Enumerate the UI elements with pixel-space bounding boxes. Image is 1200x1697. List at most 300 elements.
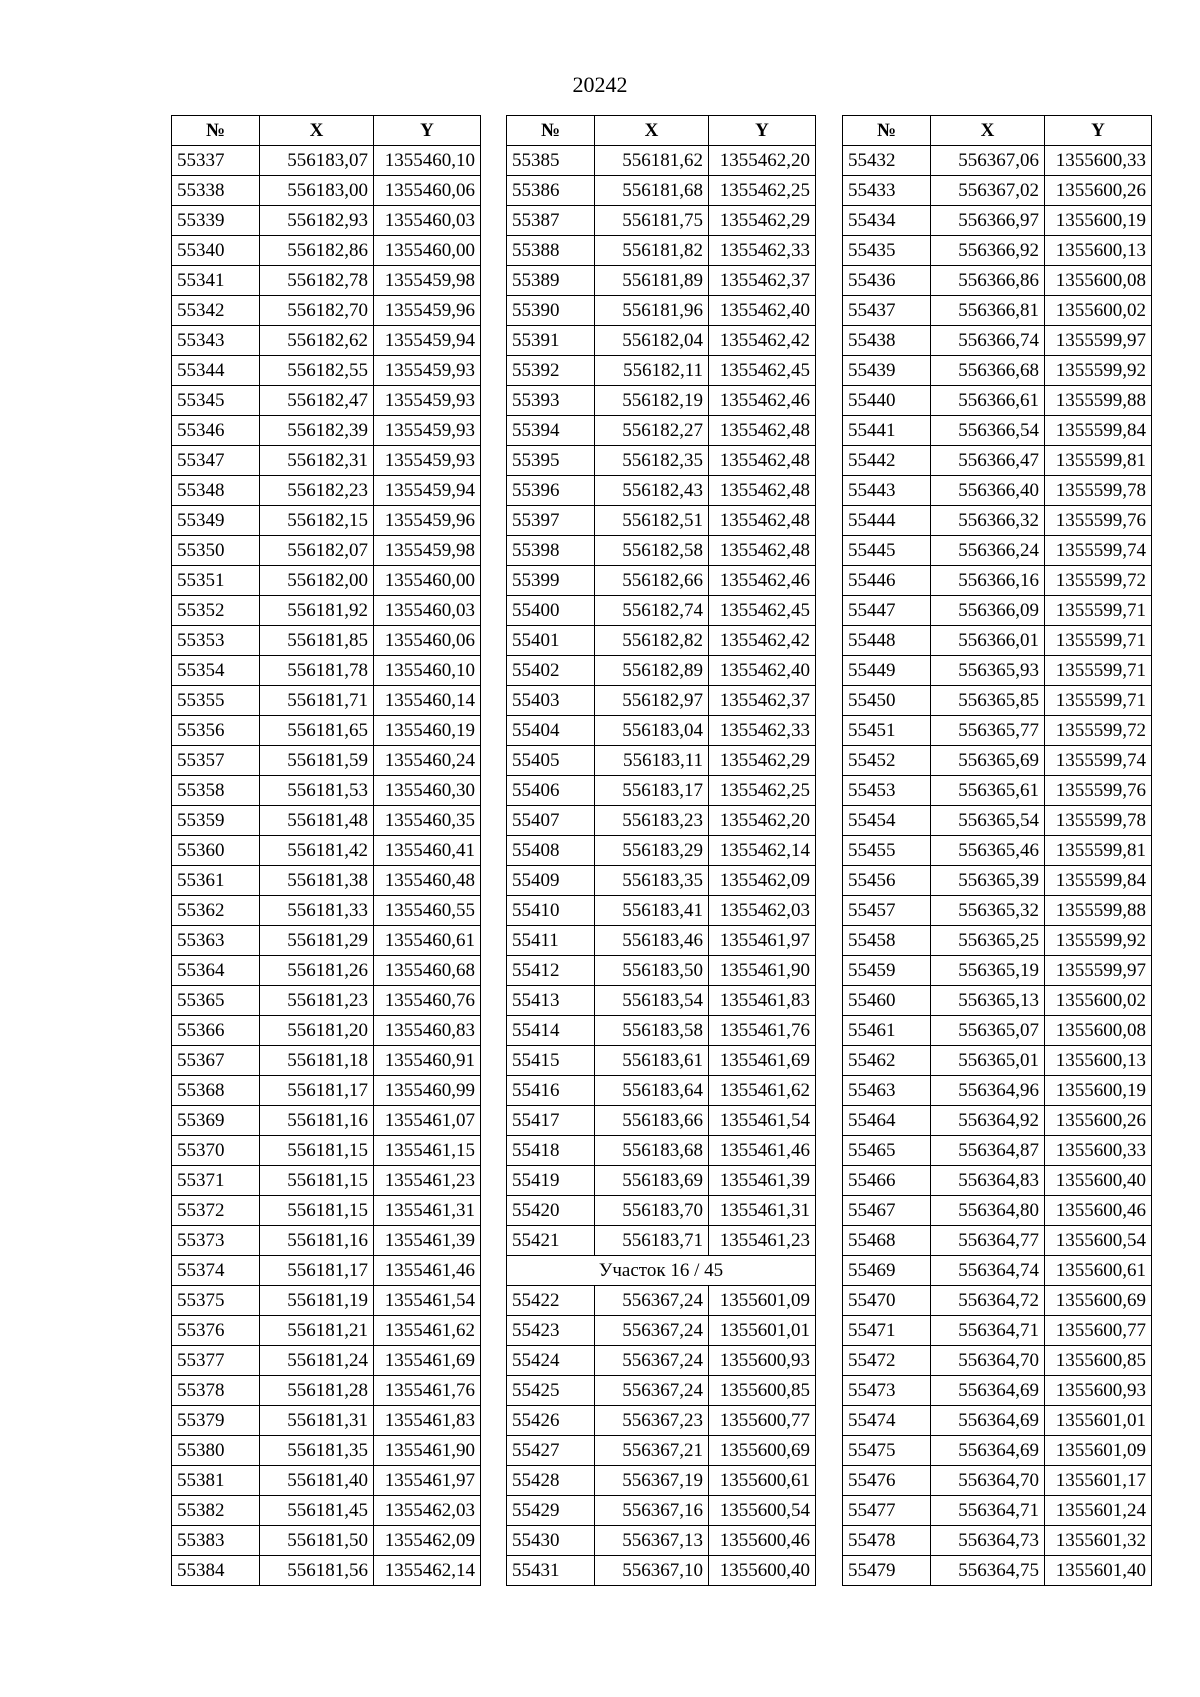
y-coordinate-cell: 1355461,69 [374, 1346, 481, 1376]
y-coordinate-cell: 1355600,69 [709, 1436, 816, 1466]
table-row [507, 326, 816, 356]
table-row [172, 1556, 481, 1586]
x-coordinate-cell: 556181,68 [595, 176, 709, 206]
table-row [843, 176, 1152, 206]
x-coordinate-cell: 556182,86 [260, 236, 374, 266]
table-row [507, 1166, 816, 1196]
table-row [843, 1046, 1152, 1076]
table-row [843, 356, 1152, 386]
y-coordinate-cell: 1355459,93 [374, 356, 481, 386]
point-number-cell: 55418 [507, 1136, 595, 1166]
table-row [843, 1166, 1152, 1196]
point-number-cell: 55379 [172, 1406, 260, 1436]
y-coordinate-cell: 1355460,03 [374, 206, 481, 236]
table-row [843, 1496, 1152, 1526]
table-row [172, 1256, 481, 1286]
y-coordinate-cell: 1355460,35 [374, 806, 481, 836]
y-coordinate-cell: 1355600,54 [1045, 1226, 1152, 1256]
table-row [843, 596, 1152, 626]
point-number-cell: 55383 [172, 1526, 260, 1556]
x-coordinate-cell: 556365,77 [931, 716, 1045, 746]
table-row [172, 866, 481, 896]
header-number: № [843, 116, 931, 146]
table-row [172, 806, 481, 836]
y-coordinate-cell: 1355600,40 [709, 1556, 816, 1586]
y-coordinate-cell: 1355599,74 [1045, 536, 1152, 566]
table-row [843, 896, 1152, 926]
point-number-cell: 55382 [172, 1496, 260, 1526]
y-coordinate-cell: 1355600,46 [1045, 1196, 1152, 1226]
x-coordinate-cell: 556367,10 [595, 1556, 709, 1586]
point-number-cell: 55443 [843, 476, 931, 506]
table-row [507, 416, 816, 446]
table-row [843, 956, 1152, 986]
table-row [172, 326, 481, 356]
y-coordinate-cell: 1355600,93 [1045, 1376, 1152, 1406]
point-number-cell: 55408 [507, 836, 595, 866]
x-coordinate-cell: 556181,75 [595, 206, 709, 236]
table-row [172, 1406, 481, 1436]
y-coordinate-cell: 1355600,02 [1045, 986, 1152, 1016]
x-coordinate-cell: 556367,19 [595, 1466, 709, 1496]
x-coordinate-cell: 556365,32 [931, 896, 1045, 926]
x-coordinate-cell: 556366,92 [931, 236, 1045, 266]
x-coordinate-cell: 556367,06 [931, 146, 1045, 176]
x-coordinate-cell: 556181,24 [260, 1346, 374, 1376]
y-coordinate-cell: 1355462,33 [709, 716, 816, 746]
table-row [507, 926, 816, 956]
page-number: 20242 [572, 72, 628, 97]
point-number-cell: 55478 [843, 1526, 931, 1556]
table-row [843, 236, 1152, 266]
x-coordinate-cell: 556183,41 [595, 896, 709, 926]
x-coordinate-cell: 556181,92 [260, 596, 374, 626]
y-coordinate-cell: 1355461,83 [709, 986, 816, 1016]
x-coordinate-cell: 556182,19 [595, 386, 709, 416]
point-number-cell: 55423 [507, 1316, 595, 1346]
table-row [843, 1556, 1152, 1586]
header-x: X [260, 116, 374, 146]
y-coordinate-cell: 1355462,14 [709, 836, 816, 866]
y-coordinate-cell: 1355460,24 [374, 746, 481, 776]
y-coordinate-cell: 1355459,96 [374, 506, 481, 536]
table-header-row [843, 116, 1152, 146]
table-row [843, 716, 1152, 746]
point-number-cell: 55373 [172, 1226, 260, 1256]
point-number-cell: 55359 [172, 806, 260, 836]
x-coordinate-cell: 556183,29 [595, 836, 709, 866]
y-coordinate-cell: 1355601,09 [1045, 1436, 1152, 1466]
table-row [507, 1196, 816, 1226]
table-row [172, 1106, 481, 1136]
y-coordinate-cell: 1355462,20 [709, 806, 816, 836]
point-number-cell: 55474 [843, 1406, 931, 1436]
y-coordinate-cell: 1355599,71 [1045, 686, 1152, 716]
table-row [843, 1526, 1152, 1556]
point-number-cell: 55405 [507, 746, 595, 776]
x-coordinate-cell: 556366,47 [931, 446, 1045, 476]
y-coordinate-cell: 1355462,25 [709, 176, 816, 206]
table-row [507, 866, 816, 896]
x-coordinate-cell: 556365,69 [931, 746, 1045, 776]
point-number-cell: 55451 [843, 716, 931, 746]
point-number-cell: 55452 [843, 746, 931, 776]
y-coordinate-cell: 1355600,13 [1045, 236, 1152, 266]
x-coordinate-cell: 556181,42 [260, 836, 374, 866]
x-coordinate-cell: 556364,69 [931, 1376, 1045, 1406]
table-row [172, 386, 481, 416]
point-number-cell: 55345 [172, 386, 260, 416]
y-coordinate-cell: 1355600,77 [1045, 1316, 1152, 1346]
table-row [172, 1076, 481, 1106]
point-number-cell: 55390 [507, 296, 595, 326]
point-number-cell: 55378 [172, 1376, 260, 1406]
table-row [172, 626, 481, 656]
table-row [507, 626, 816, 656]
point-number-cell: 55344 [172, 356, 260, 386]
y-coordinate-cell: 1355599,71 [1045, 596, 1152, 626]
point-number-cell: 55387 [507, 206, 595, 236]
point-number-cell: 55455 [843, 836, 931, 866]
y-coordinate-cell: 1355461,54 [374, 1286, 481, 1316]
y-coordinate-cell: 1355462,09 [709, 866, 816, 896]
table-row [172, 836, 481, 866]
x-coordinate-cell: 556181,19 [260, 1286, 374, 1316]
table-row [843, 206, 1152, 236]
table-row [172, 656, 481, 686]
y-coordinate-cell: 1355601,17 [1045, 1466, 1152, 1496]
point-number-cell: 55469 [843, 1256, 931, 1286]
x-coordinate-cell: 556181,23 [260, 986, 374, 1016]
x-coordinate-cell: 556182,89 [595, 656, 709, 686]
table-row [507, 1016, 816, 1046]
point-number-cell: 55349 [172, 506, 260, 536]
x-coordinate-cell: 556183,50 [595, 956, 709, 986]
point-number-cell: 55341 [172, 266, 260, 296]
point-number-cell: 55398 [507, 536, 595, 566]
table-row [507, 1526, 816, 1556]
point-number-cell: 55411 [507, 926, 595, 956]
table-row [172, 1166, 481, 1196]
table-row [507, 506, 816, 536]
y-coordinate-cell: 1355460,30 [374, 776, 481, 806]
y-coordinate-cell: 1355461,69 [709, 1046, 816, 1076]
y-coordinate-cell: 1355599,72 [1045, 566, 1152, 596]
x-coordinate-cell: 556364,96 [931, 1076, 1045, 1106]
y-coordinate-cell: 1355462,48 [709, 446, 816, 476]
point-number-cell: 55433 [843, 176, 931, 206]
y-coordinate-cell: 1355461,46 [709, 1136, 816, 1166]
section-label: Участок 16 / 45 [507, 1256, 816, 1286]
y-coordinate-cell: 1355461,90 [709, 956, 816, 986]
point-number-cell: 55346 [172, 416, 260, 446]
point-number-cell: 55389 [507, 266, 595, 296]
y-coordinate-cell: 1355460,99 [374, 1076, 481, 1106]
table-row [172, 266, 481, 296]
point-number-cell: 55440 [843, 386, 931, 416]
header-y: Y [374, 116, 481, 146]
point-number-cell: 55436 [843, 266, 931, 296]
table-row [843, 1196, 1152, 1226]
x-coordinate-cell: 556364,74 [931, 1256, 1045, 1286]
table-row [172, 416, 481, 446]
x-coordinate-cell: 556364,71 [931, 1316, 1045, 1346]
point-number-cell: 55470 [843, 1286, 931, 1316]
point-number-cell: 55462 [843, 1046, 931, 1076]
table-row [172, 1136, 481, 1166]
point-number-cell: 55357 [172, 746, 260, 776]
y-coordinate-cell: 1355462,03 [374, 1496, 481, 1526]
y-coordinate-cell: 1355599,92 [1045, 926, 1152, 956]
y-coordinate-cell: 1355462,40 [709, 656, 816, 686]
x-coordinate-cell: 556183,46 [595, 926, 709, 956]
point-number-cell: 55413 [507, 986, 595, 1016]
y-coordinate-cell: 1355600,85 [1045, 1346, 1152, 1376]
x-coordinate-cell: 556181,89 [595, 266, 709, 296]
x-coordinate-cell: 556365,46 [931, 836, 1045, 866]
x-coordinate-cell: 556182,82 [595, 626, 709, 656]
table-row [507, 176, 816, 206]
point-number-cell: 55338 [172, 176, 260, 206]
y-coordinate-cell: 1355601,40 [1045, 1556, 1152, 1586]
x-coordinate-cell: 556365,61 [931, 776, 1045, 806]
x-coordinate-cell: 556181,16 [260, 1226, 374, 1256]
table-row [507, 1046, 816, 1076]
table-row [507, 746, 816, 776]
x-coordinate-cell: 556181,59 [260, 746, 374, 776]
table-row [507, 716, 816, 746]
y-coordinate-cell: 1355461,31 [709, 1196, 816, 1226]
point-number-cell: 55444 [843, 506, 931, 536]
y-coordinate-cell: 1355600,93 [709, 1346, 816, 1376]
y-coordinate-cell: 1355599,71 [1045, 626, 1152, 656]
y-coordinate-cell: 1355600,40 [1045, 1166, 1152, 1196]
x-coordinate-cell: 556183,61 [595, 1046, 709, 1076]
y-coordinate-cell: 1355599,88 [1045, 386, 1152, 416]
table-row [172, 686, 481, 716]
table-row [843, 1016, 1152, 1046]
table-row [507, 446, 816, 476]
y-coordinate-cell: 1355599,84 [1045, 866, 1152, 896]
point-number-cell: 55456 [843, 866, 931, 896]
table-row [172, 596, 481, 626]
table-row [843, 146, 1152, 176]
point-number-cell: 55340 [172, 236, 260, 266]
x-coordinate-cell: 556183,07 [260, 146, 374, 176]
point-number-cell: 55366 [172, 1016, 260, 1046]
y-coordinate-cell: 1355600,08 [1045, 266, 1152, 296]
table-row [843, 1076, 1152, 1106]
x-coordinate-cell: 556182,47 [260, 386, 374, 416]
x-coordinate-cell: 556181,18 [260, 1046, 374, 1076]
x-coordinate-cell: 556183,35 [595, 866, 709, 896]
point-number-cell: 55465 [843, 1136, 931, 1166]
table-row [843, 1136, 1152, 1166]
y-coordinate-cell: 1355600,54 [709, 1496, 816, 1526]
y-coordinate-cell: 1355600,26 [1045, 1106, 1152, 1136]
point-number-cell: 55404 [507, 716, 595, 746]
y-coordinate-cell: 1355600,61 [709, 1466, 816, 1496]
x-coordinate-cell: 556182,74 [595, 596, 709, 626]
x-coordinate-cell: 556181,85 [260, 626, 374, 656]
x-coordinate-cell: 556366,01 [931, 626, 1045, 656]
table-row [843, 776, 1152, 806]
table-row [172, 716, 481, 746]
point-number-cell: 55371 [172, 1166, 260, 1196]
table-row [172, 776, 481, 806]
y-coordinate-cell: 1355461,39 [709, 1166, 816, 1196]
point-number-cell: 55372 [172, 1196, 260, 1226]
x-coordinate-cell: 556364,75 [931, 1556, 1045, 1586]
x-coordinate-cell: 556182,35 [595, 446, 709, 476]
table-row [507, 1136, 816, 1166]
x-coordinate-cell: 556181,16 [260, 1106, 374, 1136]
table-row [172, 1436, 481, 1466]
point-number-cell: 55427 [507, 1436, 595, 1466]
table-row [507, 1556, 816, 1586]
point-number-cell: 55409 [507, 866, 595, 896]
x-coordinate-cell: 556181,26 [260, 956, 374, 986]
point-number-cell: 55403 [507, 686, 595, 716]
x-coordinate-cell: 556182,11 [595, 356, 709, 386]
table-row [172, 1346, 481, 1376]
y-coordinate-cell: 1355460,68 [374, 956, 481, 986]
y-coordinate-cell: 1355460,41 [374, 836, 481, 866]
x-coordinate-cell: 556365,85 [931, 686, 1045, 716]
table-row [172, 1286, 481, 1316]
x-coordinate-cell: 556182,00 [260, 566, 374, 596]
y-coordinate-cell: 1355462,45 [709, 356, 816, 386]
table-row [172, 956, 481, 986]
y-coordinate-cell: 1355600,33 [1045, 1136, 1152, 1166]
y-coordinate-cell: 1355599,97 [1045, 326, 1152, 356]
table-row [507, 536, 816, 566]
point-number-cell: 55446 [843, 566, 931, 596]
y-coordinate-cell: 1355462,03 [709, 896, 816, 926]
table-row [843, 1106, 1152, 1136]
y-coordinate-cell: 1355462,29 [709, 746, 816, 776]
y-coordinate-cell: 1355462,45 [709, 596, 816, 626]
point-number-cell: 55396 [507, 476, 595, 506]
x-coordinate-cell: 556366,74 [931, 326, 1045, 356]
table-row [172, 446, 481, 476]
y-coordinate-cell: 1355460,00 [374, 236, 481, 266]
x-coordinate-cell: 556182,04 [595, 326, 709, 356]
x-coordinate-cell: 556366,61 [931, 386, 1045, 416]
table-row [507, 1406, 816, 1436]
point-number-cell: 55432 [843, 146, 931, 176]
x-coordinate-cell: 556366,09 [931, 596, 1045, 626]
x-coordinate-cell: 556181,17 [260, 1076, 374, 1106]
point-number-cell: 55449 [843, 656, 931, 686]
table-row [507, 1466, 816, 1496]
point-number-cell: 55358 [172, 776, 260, 806]
point-number-cell: 55447 [843, 596, 931, 626]
x-coordinate-cell: 556181,50 [260, 1526, 374, 1556]
table-row [172, 566, 481, 596]
point-number-cell: 55352 [172, 596, 260, 626]
y-coordinate-cell: 1355461,97 [374, 1466, 481, 1496]
point-number-cell: 55414 [507, 1016, 595, 1046]
x-coordinate-cell: 556181,31 [260, 1406, 374, 1436]
table-row [172, 1316, 481, 1346]
y-coordinate-cell: 1355600,19 [1045, 206, 1152, 236]
x-coordinate-cell: 556367,16 [595, 1496, 709, 1526]
x-coordinate-cell: 556364,69 [931, 1436, 1045, 1466]
point-number-cell: 55401 [507, 626, 595, 656]
point-number-cell: 55428 [507, 1466, 595, 1496]
table-row [507, 656, 816, 686]
y-coordinate-cell: 1355460,76 [374, 986, 481, 1016]
table-row [507, 1346, 816, 1376]
x-coordinate-cell: 556364,69 [931, 1406, 1045, 1436]
point-number-cell: 55342 [172, 296, 260, 326]
point-number-cell: 55467 [843, 1196, 931, 1226]
x-coordinate-cell: 556366,68 [931, 356, 1045, 386]
point-number-cell: 55350 [172, 536, 260, 566]
x-coordinate-cell: 556183,68 [595, 1136, 709, 1166]
x-coordinate-cell: 556364,70 [931, 1346, 1045, 1376]
y-coordinate-cell: 1355601,01 [1045, 1406, 1152, 1436]
x-coordinate-cell: 556181,21 [260, 1316, 374, 1346]
x-coordinate-cell: 556367,13 [595, 1526, 709, 1556]
point-number-cell: 55459 [843, 956, 931, 986]
x-coordinate-cell: 556181,71 [260, 686, 374, 716]
y-coordinate-cell: 1355460,19 [374, 716, 481, 746]
x-coordinate-cell: 556181,33 [260, 896, 374, 926]
table-row [172, 536, 481, 566]
table-row [507, 296, 816, 326]
point-number-cell: 55343 [172, 326, 260, 356]
y-coordinate-cell: 1355460,55 [374, 896, 481, 926]
point-number-cell: 55370 [172, 1136, 260, 1166]
table-row [507, 1106, 816, 1136]
point-number-cell: 55348 [172, 476, 260, 506]
table-row [172, 1226, 481, 1256]
y-coordinate-cell: 1355601,09 [709, 1286, 816, 1316]
y-coordinate-cell: 1355599,92 [1045, 356, 1152, 386]
point-number-cell: 55367 [172, 1046, 260, 1076]
x-coordinate-cell: 556181,82 [595, 236, 709, 266]
x-coordinate-cell: 556181,56 [260, 1556, 374, 1586]
y-coordinate-cell: 1355599,84 [1045, 416, 1152, 446]
point-number-cell: 55426 [507, 1406, 595, 1436]
point-number-cell: 55421 [507, 1226, 595, 1256]
point-number-cell: 55425 [507, 1376, 595, 1406]
y-coordinate-cell: 1355460,91 [374, 1046, 481, 1076]
point-number-cell: 55399 [507, 566, 595, 596]
table-row [507, 566, 816, 596]
point-number-cell: 55479 [843, 1556, 931, 1586]
point-number-cell: 55385 [507, 146, 595, 176]
y-coordinate-cell: 1355460,83 [374, 1016, 481, 1046]
y-coordinate-cell: 1355460,06 [374, 176, 481, 206]
x-coordinate-cell: 556183,54 [595, 986, 709, 1016]
x-coordinate-cell: 556182,43 [595, 476, 709, 506]
x-coordinate-cell: 556364,71 [931, 1496, 1045, 1526]
point-number-cell: 55448 [843, 626, 931, 656]
y-coordinate-cell: 1355599,76 [1045, 776, 1152, 806]
section-row [507, 1256, 816, 1286]
y-coordinate-cell: 1355461,90 [374, 1436, 481, 1466]
table-row [843, 1376, 1152, 1406]
x-coordinate-cell: 556365,07 [931, 1016, 1045, 1046]
x-coordinate-cell: 556181,35 [260, 1436, 374, 1466]
y-coordinate-cell: 1355460,10 [374, 146, 481, 176]
x-coordinate-cell: 556364,83 [931, 1166, 1045, 1196]
x-coordinate-cell: 556364,92 [931, 1106, 1045, 1136]
table-row [843, 1466, 1152, 1496]
